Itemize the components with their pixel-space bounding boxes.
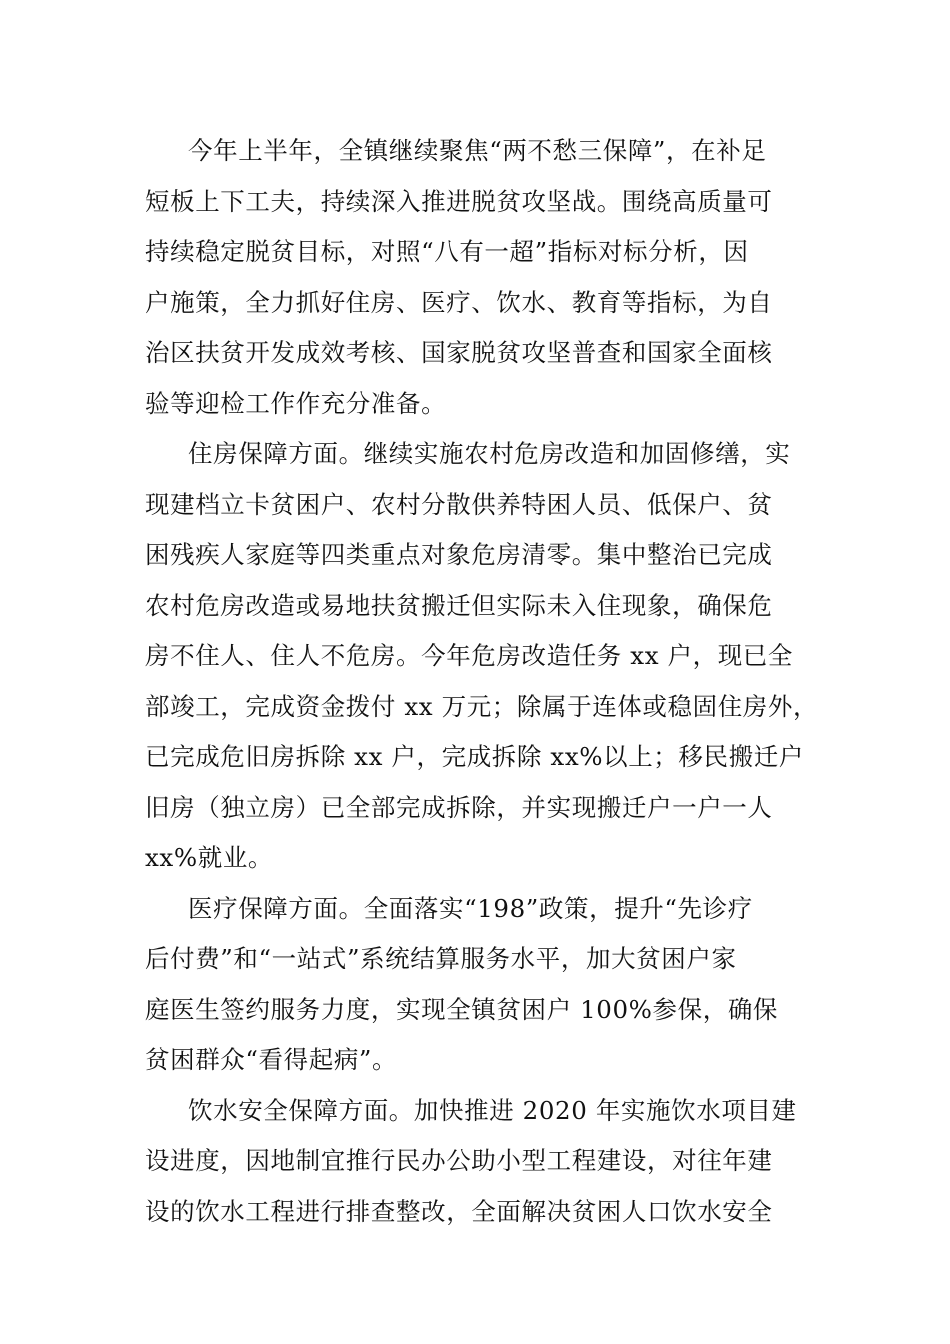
text-line: 贫困群众“看得起病”。 xyxy=(145,1045,398,1074)
paragraph-medical xyxy=(145,884,825,1086)
text-line: 现建档立卡贫困户、农村分散供养特困人员、低保户、贫 xyxy=(145,489,773,519)
text-line: 后付费”和“一站式”系统结算服务水平，加大贫困户家 xyxy=(145,944,737,973)
text-line: 旧房（独立房）已全部完成拆除，并实现搬迁户一户一人 xyxy=(145,792,773,822)
text-line: 困残疾人家庭等四类重点对象危房清零。集中整治已完成 xyxy=(145,540,773,569)
text-line: 持续稳定脱贫目标，对照“八有一超”指标对标分析，因 xyxy=(145,237,749,266)
text-line: 设进度，因地制宜推行民办公助小型工程建设，对往年建 xyxy=(145,1146,773,1175)
text-line: 部竣工，完成资金拨付 xx 万元；除属于连体或稳固住房外， xyxy=(145,691,819,721)
paragraph-poverty-summary xyxy=(145,126,825,429)
text-line: 已完成危旧房拆除 xx 户，完成拆除 xx%以上；移民搬迁户 xyxy=(145,742,804,771)
paragraph-housing xyxy=(145,429,825,884)
text-line: 住房保障方面。继续实施农村危房改造和加固修缮，实 xyxy=(188,439,791,468)
text-line: 验等迎检工作作充分准备。 xyxy=(145,388,447,418)
text-line: 房不住人、住人不危房。今年危房改造任务 xx 户，现已全 xyxy=(145,641,794,670)
text-line: 农村危房改造或易地扶贫搬迁但实际未入住现象，确保危 xyxy=(145,590,773,620)
paragraph-drinking-water xyxy=(145,1086,825,1238)
text-line: 医疗保障方面。全面落实“198”政策，提升“先诊疗 xyxy=(188,893,753,923)
text-line: 庭医生签约服务力度，实现全镇贫困户 100%参保，确保 xyxy=(145,994,779,1024)
text-line: 治区扶贫开发成效考核、国家脱贫攻坚普查和国家全面核 xyxy=(145,338,773,367)
text-line: 饮水安全保障方面。加快推进 2020 年实施饮水项目建 xyxy=(188,1095,797,1125)
text-line: 户施策，全力抓好住房、医疗、饮水、教育等指标，为自 xyxy=(145,287,773,317)
text-line: 设的饮水工程进行排查整改，全面解决贫困人口饮水安全 xyxy=(145,1196,773,1226)
document-body xyxy=(145,126,825,1237)
text-line: 今年上半年，全镇继续聚焦“两不愁三保障”，在补足 xyxy=(188,136,767,165)
text-line: xx%就业。 xyxy=(145,843,274,872)
text-line: 短板上下工夫，持续深入推进脱贫攻坚战。围绕高质量可 xyxy=(145,186,773,216)
